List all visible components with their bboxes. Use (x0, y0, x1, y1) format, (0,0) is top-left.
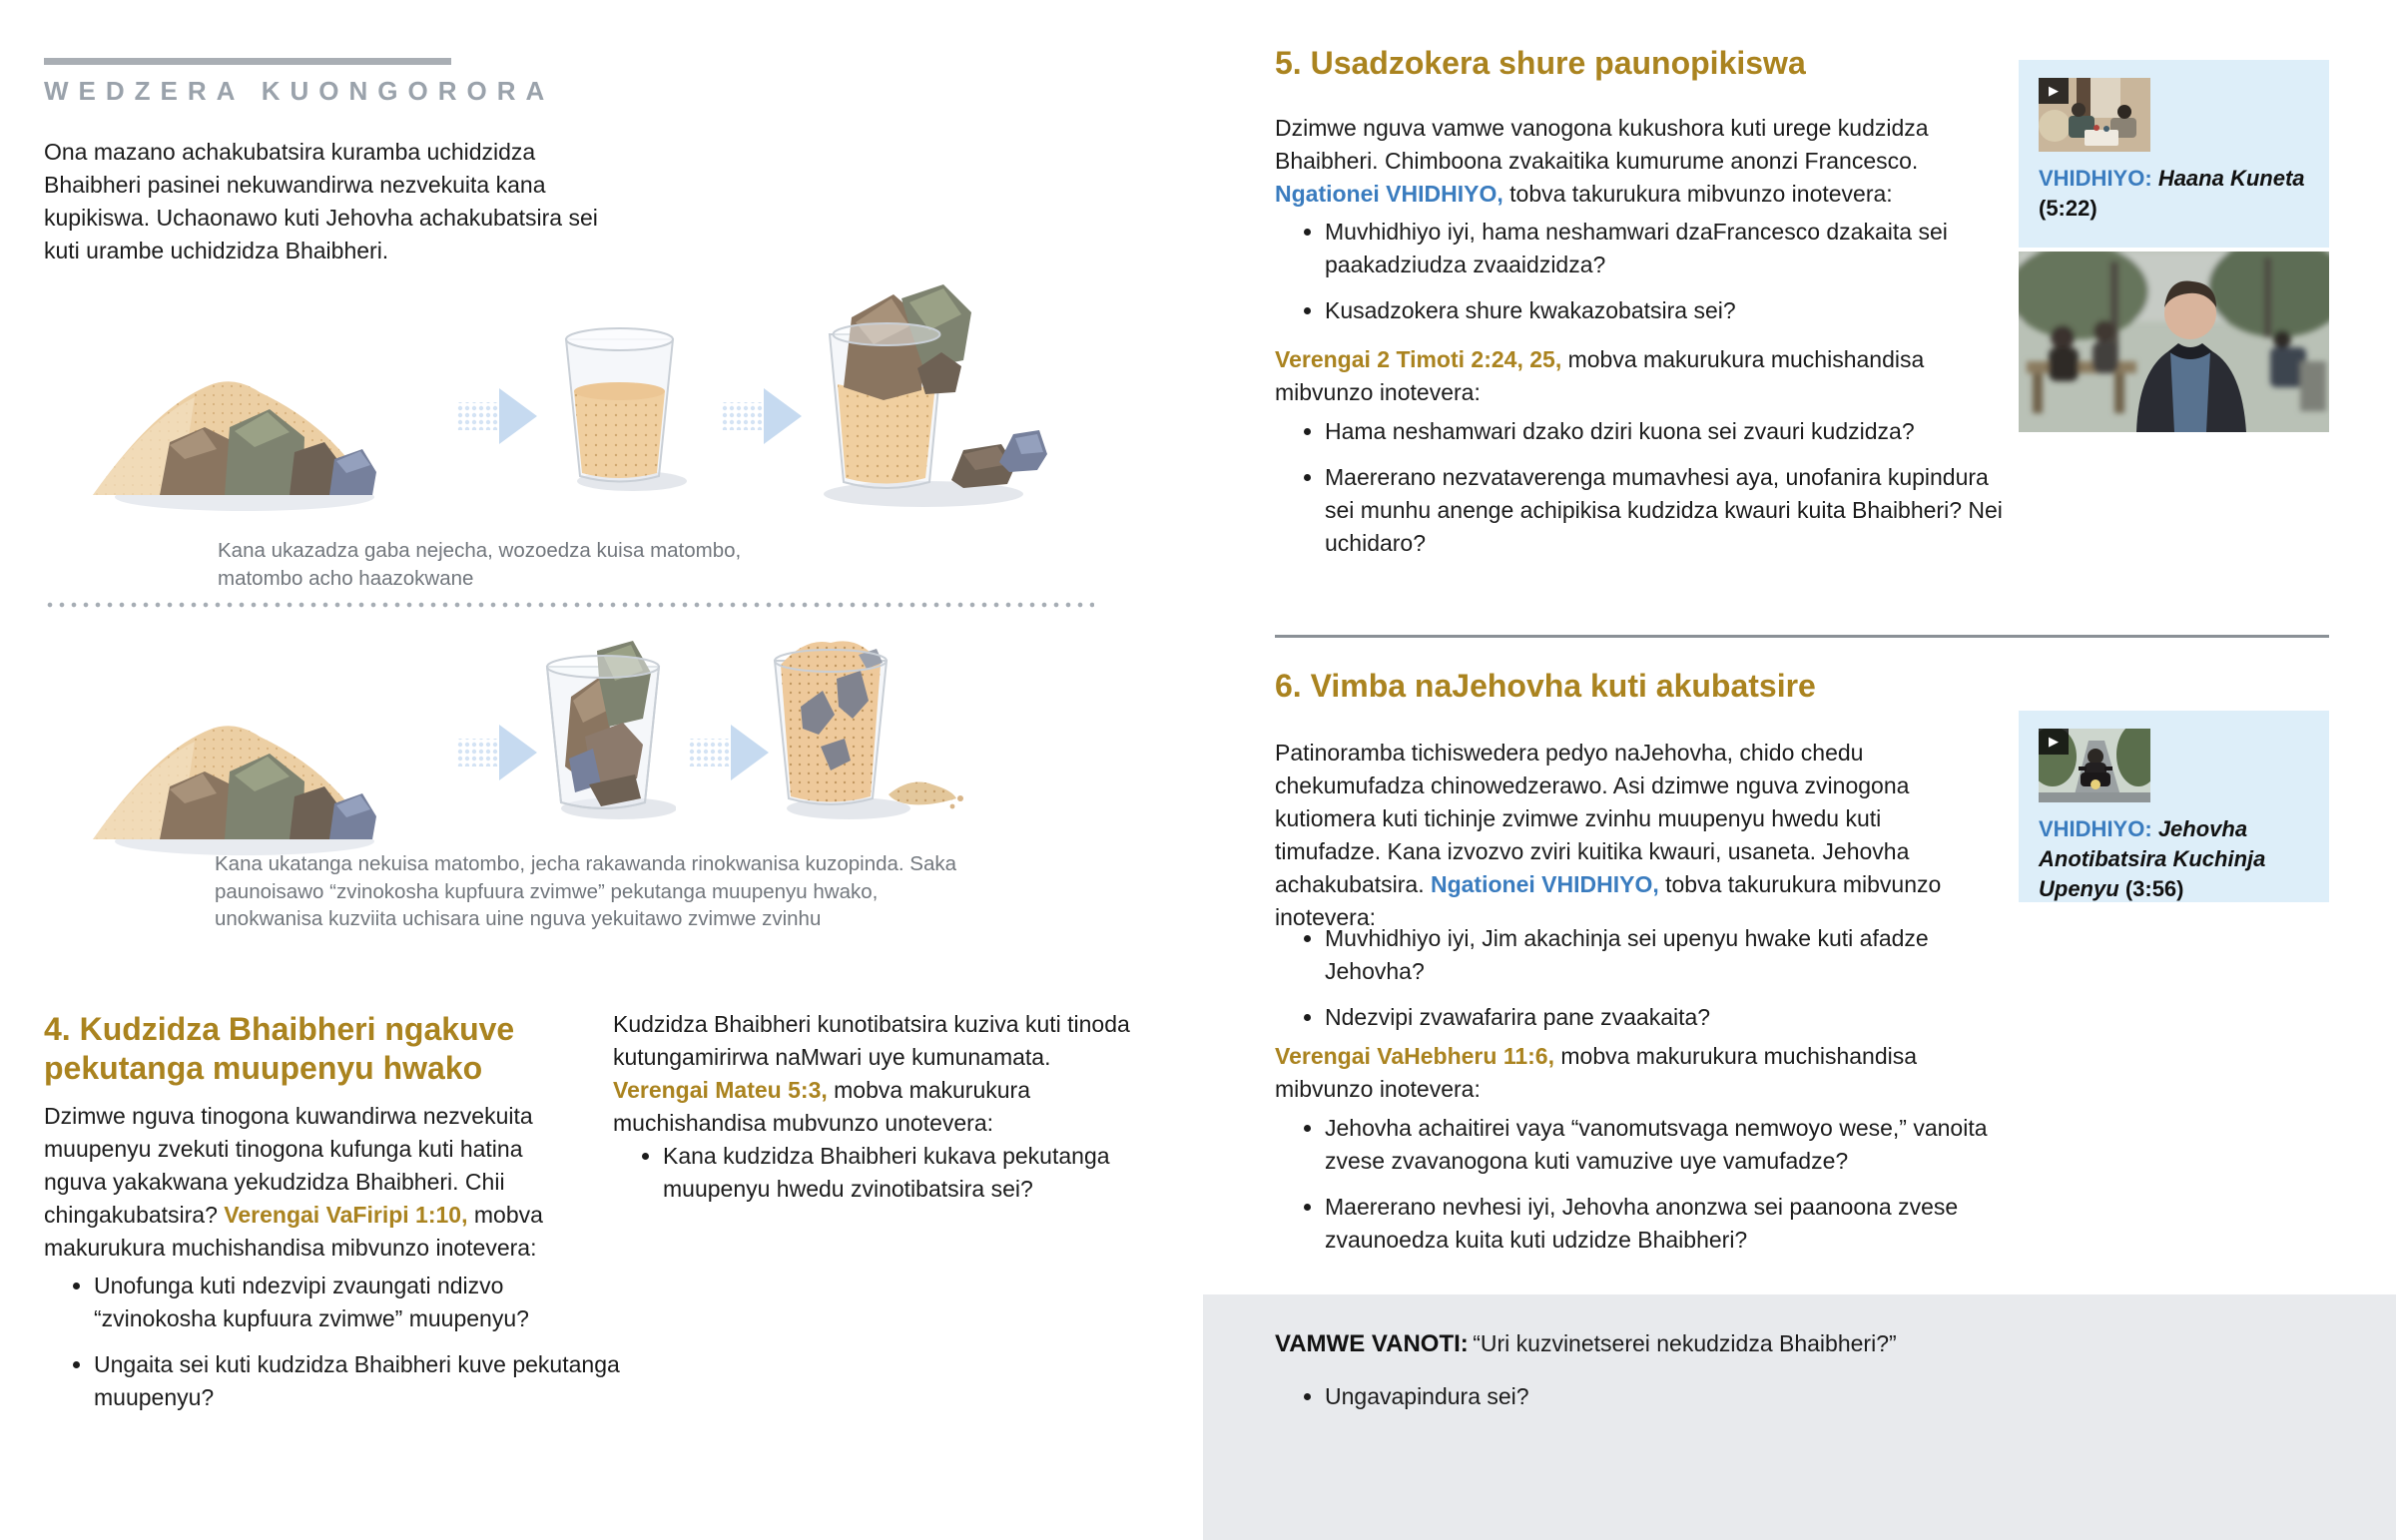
section5-reference-bullet-list (1275, 415, 2014, 573)
video-label[interactable]: VHIDHIYO: (2039, 816, 2152, 841)
discussion-question: • Unofunga kuti ndezvipi zvaungati ndizvo “zvinokosha kupfuura zvimwe” muupenyu? (94, 1270, 621, 1335)
what-some-say-box (1203, 1294, 2396, 1540)
video-caption (2039, 164, 2313, 224)
discussion-question: • Muvhidhiyo iyi, Jim akachinja sei upenyu hwake kuti afadze Jehovha? (1325, 922, 1964, 988)
discussion-question: • Kusadzokera shure kwakazobatsira sei? (1325, 294, 1974, 327)
section4-col2-text: Kudzidza Bhaibheri kunotibatsira kuziva kuti tinoda kutungamirirwa naMwari uye kumunamata. (613, 1011, 1130, 1070)
cup-of-rocks-illustration (531, 627, 676, 826)
section4-col1-paragraph (44, 1100, 571, 1265)
video-title: Jehovha Anotibatsira Kuchinja Upenyu (2039, 816, 2266, 901)
section4-col2-bullet-list (613, 1140, 1190, 1219)
section6-text-post: tobva takurukura mibvunzo inotevera: (1275, 871, 1942, 930)
kicker-bar (44, 58, 451, 65)
note-box-bullet-list (1275, 1380, 2323, 1426)
discussion-question: • Ungavapindura sei? (1325, 1380, 2323, 1413)
video-callout-box (2019, 60, 2329, 248)
discussion-question: • Maererano nevhesi iyi, Jehovha anonzwa sei paanoona zvese zvaunoedza kuita kuti udzidze Bhaibheri? (1325, 1191, 2024, 1257)
arrow-right-icon (689, 721, 769, 784)
intro-paragraph: Ona mazano achakubatsira kuramba uchidzidza Bhaibheri pasinei nekuwandirwa nezvekuita kana kupikiswa. Uchaonawo kuti Jehovha achakubatsira sei kuti urambe uchidzidza Bhaibheri. (44, 139, 598, 263)
video-thumbnail-jehovha-anotibatsira[interactable] (2039, 729, 2150, 802)
note-box-quote: “Uri kuzvinetserei nekudzidza Bhaibheri?” (1473, 1330, 1897, 1356)
scripture-link-vafiripi[interactable]: Verengai VaFiripi 1:10, (224, 1202, 468, 1228)
dotted-divider (44, 602, 1094, 608)
section6-reference-bullet-list (1275, 1112, 2024, 1270)
section4-col2-text-post: mobva makurukura muchishandisa mubvunzo unotevera: (613, 1077, 1030, 1136)
video-label[interactable]: VHIDHIYO: (2039, 166, 2152, 191)
section6-ref-text: mobva makurukura muchishandisa mibvunzo inotevera: (1275, 1043, 1918, 1102)
section4-title: 4. Kudzidza Bhaibheri ngakuve pekutanga muupenyu hwako (44, 1011, 515, 1086)
section5-title: 5. Usadzokera shure paunopikiswa (1275, 45, 1806, 81)
discussion-question: • Jehovha achaitirei vaya “vanomutsvaga nemwoyo wese,” vanoita zvese zvavanogona kuti vamuzive uye vamufadze? (1325, 1112, 2024, 1178)
section6-bullet-list (1275, 922, 1964, 1047)
video-duration: (5:22) (2039, 196, 2097, 221)
note-box-heading (1275, 1330, 2333, 1358)
scripture-link-vahebheru[interactable]: Verengai VaHebheru 11:6, (1275, 1043, 1554, 1069)
section6-reference-paragraph (1275, 1040, 1974, 1106)
section6-paragraph (1275, 737, 1964, 934)
cup-of-sand-illustration (552, 321, 687, 496)
discussion-question: • Ndezvipi zvawafarira pane zvaakaita? (1325, 1001, 1964, 1034)
discussion-question: • Ungaita sei kuti kudzidza Bhaibheri kuve pekutanga muupenyu? (94, 1348, 621, 1414)
section5-paragraph (1275, 112, 1974, 211)
section5-text-post: tobva takurukura mibvunzo inotevera: (1502, 181, 1893, 207)
play-icon[interactable]: ▶ (2039, 729, 2069, 755)
cup-sand-rocks-overflow-illustration (814, 282, 1048, 514)
figure-caption-top: Kana ukazadza gaba nejecha, wozoedza kuisa matombo, matombo acho haazokwane (218, 539, 742, 590)
video-title: Haana Kuneta (2157, 166, 2305, 191)
section4-col2-paragraph (613, 1008, 1140, 1140)
section4-col1-text-post: mobva makurukura muchishandisa mibvunzo inotevera: (44, 1202, 543, 1261)
section6-title: 6. Vimba naJehovha kuti akubatsire (1275, 668, 1816, 704)
note-box-label: VAMWE VANOTI: (1275, 1330, 1469, 1357)
discussion-question: • Kana kudzidza Bhaibheri kukava pekutanga muupenyu hwedu zvinotibatsira sei? (663, 1140, 1190, 1206)
discussion-question: • Maererano nezvataverenga mumavhesi aya, unofanira kupindura sei munhu anenge achipikisa kudzidza kwauri kuita Bhaibheri? Nei uchidaro? (1325, 461, 2014, 560)
scripture-link-2timoti[interactable]: Verengai 2 Timoti 2:24, 25, (1275, 346, 1562, 372)
discussion-question: • Muvhidhiyo iyi, hama neshamwari dzaFrancesco dzakaita sei paakadziudza zvaaidzidza? (1325, 216, 1974, 281)
discussion-question: • Hama neshamwari dzako dziri kuona sei zvauri kudzidza? (1325, 415, 2014, 448)
video-duration: (3:56) (2124, 876, 2184, 901)
video-link[interactable]: Ngationei VHIDHIYO, (1275, 181, 1503, 207)
cup-rocks-and-sand-illustration (761, 627, 965, 826)
section4-col1-text: Dzimwe nguva tinogona kuwandirwa nezvekuita muupenyu zvekuti tinogona kufunga kuti hatina nguva yakakwana yekudzidza Bhaibheri. Chii chingakubatsira? (44, 1103, 533, 1228)
section5-ref-text: mobva makurukura muchishandisa mibvunzo inotevera: (1275, 346, 1925, 405)
arrow-right-icon (722, 384, 802, 448)
section6-text: Patinoramba tichiswedera pedyo naJehovha, chido chedu chekumufadza chinowedzerawo. Asi dzimwe nguva zvinogona kutiomera kuti tichinje zvimwe zvinhu muupenyu hwedu kuti timufadze. Kana izvozvo zviri kuitika kwauri, usaneta. Jehovha achakubatsira. (1275, 740, 1910, 897)
sand-pile-rocks-illustration (85, 347, 379, 517)
scripture-link-mateu[interactable]: Verengai Mateu 5:3, (613, 1077, 828, 1103)
photo-young-man-park (2019, 252, 2329, 432)
sand-pile-rocks-illustration (85, 692, 379, 861)
section5-text: Dzimwe nguva vamwe vanogona kukushora kuti urege kudzidza Bhaibheri. Chimboona zvakaitika kumurume anonzi Francesco. (1275, 115, 1929, 174)
video-link[interactable]: Ngationei VHIDHIYO, (1430, 871, 1659, 897)
section-kicker: WEDZERA KUONGORORA (44, 76, 555, 106)
section4-col1-bullet-list (44, 1270, 621, 1427)
play-icon[interactable]: ▶ (2039, 78, 2069, 104)
video-caption (2039, 814, 2316, 904)
figure-caption-bottom: Kana ukatanga nekuisa matombo, jecha rakawanda rinokwanisa kuzopinda. Saka paunoisawo “zvinokosha kupfuura zvimwe” pekutanga muupenyu hwako, unokwanisa kuzviita uchisara uine nguva yekuitawo zvimwe zvinhu (215, 852, 957, 930)
video-thumbnail-haana-kuneta[interactable] (2039, 78, 2150, 152)
video-callout-box (2019, 711, 2329, 902)
arrow-right-icon (457, 721, 537, 784)
section5-reference-paragraph (1275, 343, 1974, 409)
section5-bullet-list (1275, 216, 1974, 340)
arrow-right-icon (457, 384, 537, 448)
section-divider (1275, 635, 2329, 638)
